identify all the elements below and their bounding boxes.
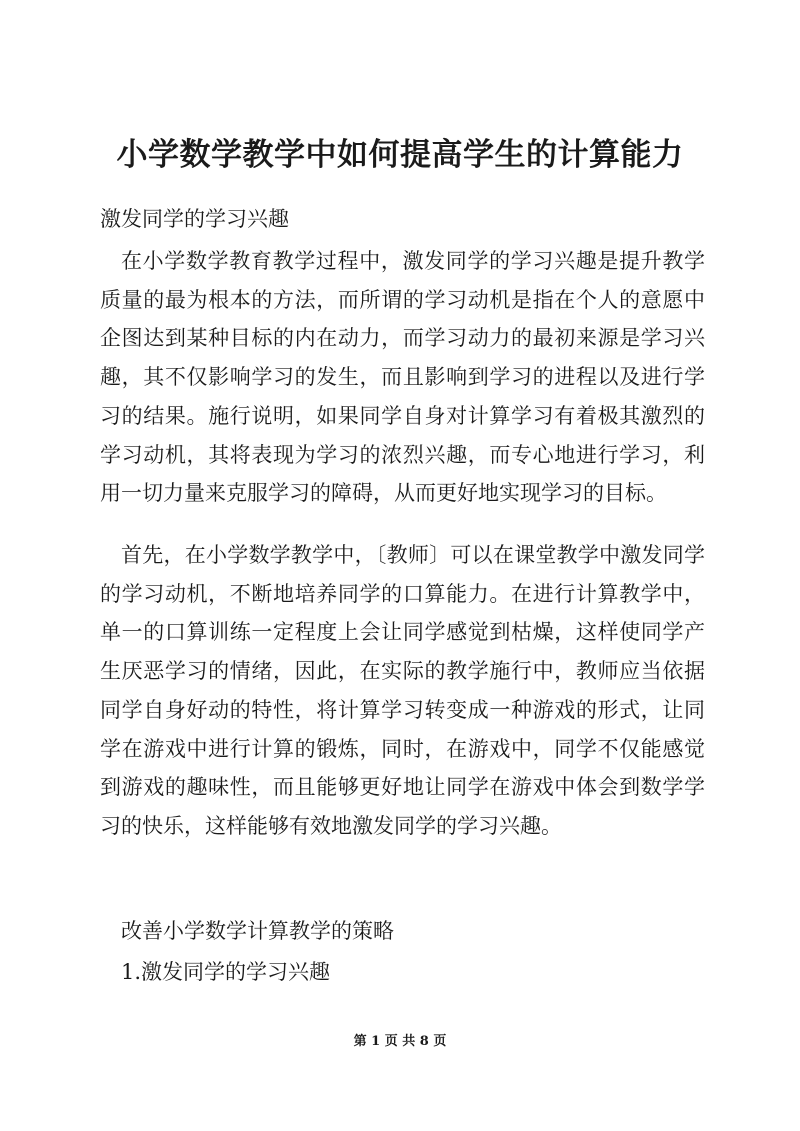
document-title: 小学数学教学中如何提高学生的计算能力 [116,136,684,173]
strategy-heading: 改善小学数学计算教学的策略 [121,919,394,943]
body-paragraph-1: 在小学数学教育教学过程中，激发同学的学习兴趣是提升教学质量的最为根本的方法，而所谓的学习动机是指在个人的意愿中企图达到某种目标的内在动力，而学习动力的最初来源是学习兴趣，其不仅影响学习的发生，而且影响到学习的进程以及进行学习的结果。施行说明，如果同学自身对计算学习有着极其激烈的学习动机，其将表现为学习的浓烈兴趣，而专心地进行学习，利用一切力量来克服学习的障碍，从而更好地实现学习的目标。 [100,249,705,506]
section-heading: 激发同学的学习兴趣 [100,207,289,231]
page-number-footer: 第 1 页 共 8 页 [353,1034,447,1049]
strategy-item-1: 1.激发同学的学习兴趣 [121,960,331,984]
body-paragraph-2: 首先，在小学数学教学中，〔教师〕可以在课堂教学中激发同学的学习动机，不断地培养同学的口算能力。在进行计算教学中，单一的口算训练一定程度上会让同学感觉到枯燥，这样使同学产生厌恶学习的情绪，因此，在实际的教学施行中，教师应当依据同学自身好动的特性，将计算学习转变成一种游戏的形式，让同学在游戏中进行计算的锻炼，同时，在游戏中，同学不仅能感觉到游戏的趣味性，而且能够更好地让同学在游戏中体会到数学学习的快乐，这样能够有效地激发同学的学习兴趣。 [100,543,705,838]
